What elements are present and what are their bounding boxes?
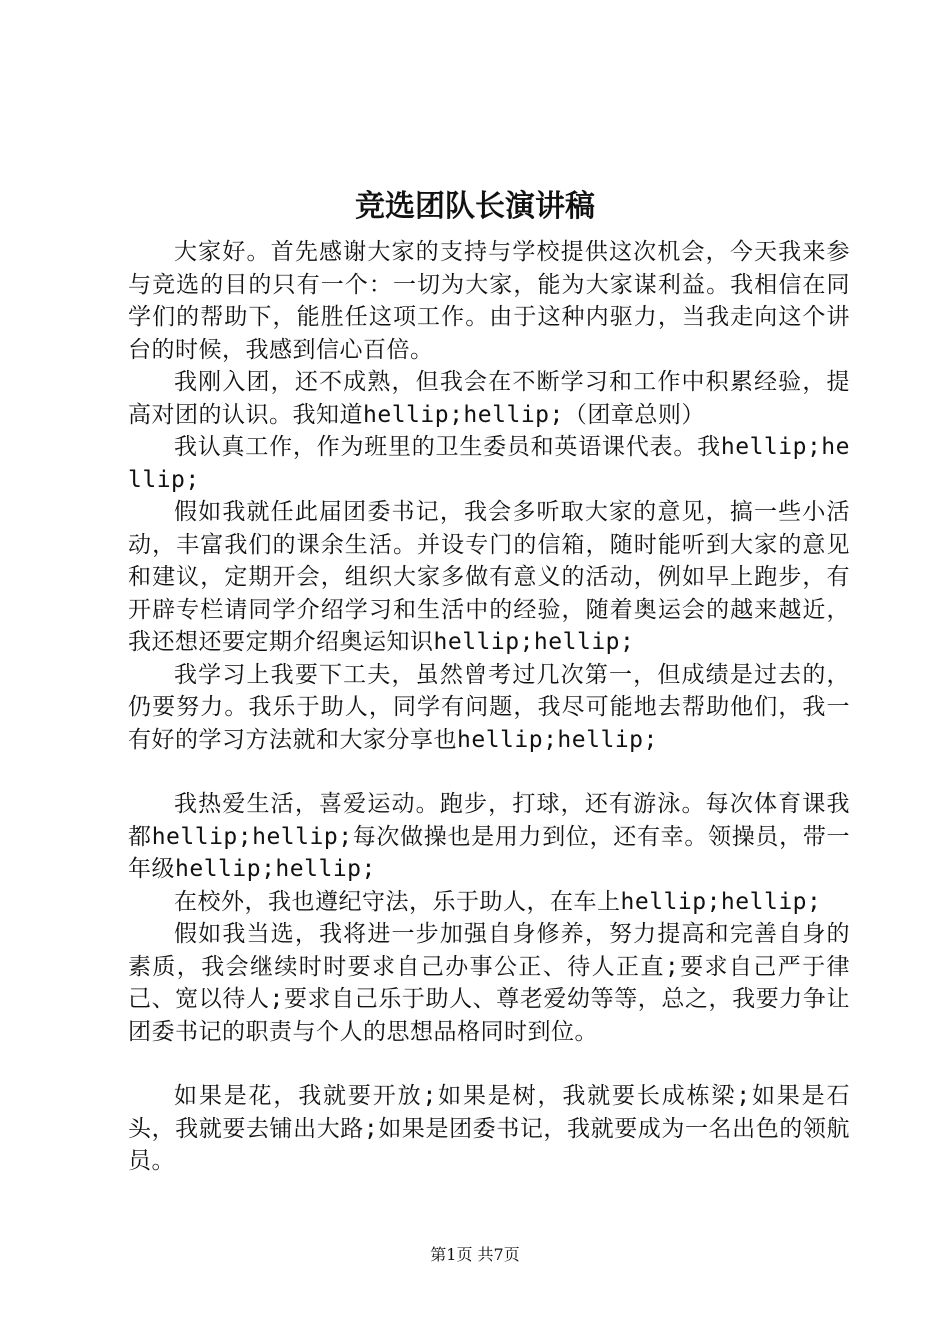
paragraph-greeting: 大家好。首先感谢大家的支持与学校提供这次机会，今天我来参与竞选的目的只有一个：一切为大家，能为大家谋利益。我相信在同学们的帮助下，能胜任这项工作。由于这种内驱力，当我走向这个讲台的时候，我感到信心百倍。 [128,239,850,363]
paragraph-closing: 如果是花，我就要开放;如果是树，我就要长成栋梁;如果是石头，我就要去铺出大路;如果是团委书记，我就要成为一名出色的领航员。 [128,1083,850,1174]
paragraph-if-elected: 假如我当选，我将进一步加强自身修养，努力提高和完善自身的素质，我会继续时时要求自己办事公正、待人正直;要求自己严于律己、宽以待人;要求自己乐于助人、尊老爱幼等等，总之，我要力争让团委书记的职责与个人的思想品格同时到位。 [128,921,850,1045]
paragraph-plans: 假如我就任此届团委书记，我会多听取大家的意见，搞一些小活动，丰富我们的课余生活。并设专门的信箱，随时能听到大家的意见和建议，定期开会，组织大家多做有意义的活动，例如早上跑步，有开辟专栏请同学介绍学习和生活中的经验，随着奥运会的越来越近，我还想还要定期介绍奥运知识hellip;hellip; [128,499,850,655]
paragraph-join-league: 我刚入团，还不成熟，但我会在不断学习和工作中积累经验，提高对团的认识。我知道hellip;hellip;（团章总则） [128,369,850,428]
document-title: 竞选团队长演讲稿 [355,189,595,224]
paragraph-work: 我认真工作，作为班里的卫生委员和英语课代表。我hellip;hellip; [128,434,850,493]
page-number-footer: 第1页 共7页 [430,1245,520,1264]
document-body [128,236,850,1178]
paragraph-outside-school: 在校外，我也遵纪守法，乐于助人，在车上hellip;hellip; [174,888,822,915]
paragraph-study: 我学习上我要下工夫，虽然曾考过几次第一，但成绩是过去的，仍要努力。我乐于助人，同学有问题，我尽可能地去帮助他们，我一有好的学习方法就和大家分享也hellip;hellip; [128,661,850,753]
paragraph-sports: 我热爱生活，喜爱运动。跑步，打球，还有游泳。每次体育课我都hellip;hellip;每次做操也是用力到位，还有幸。领操员，带一年级hellip;hellip; [128,791,850,882]
